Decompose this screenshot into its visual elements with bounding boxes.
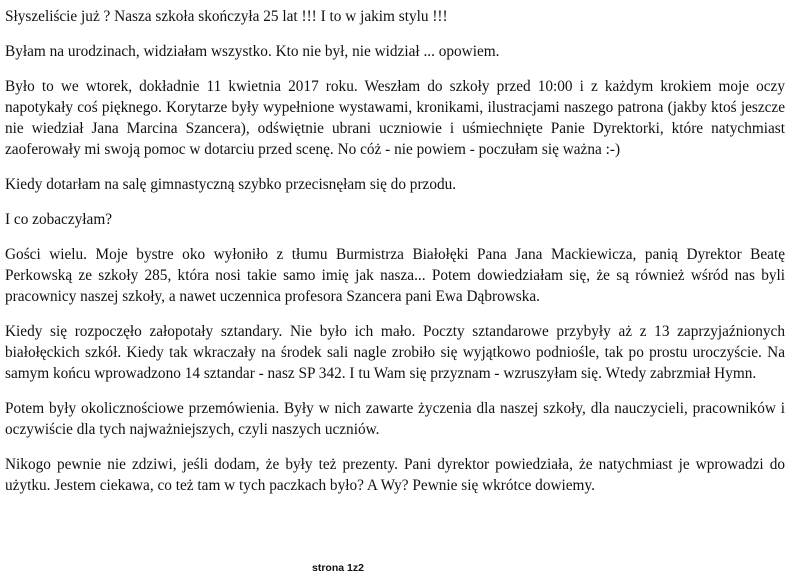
- paragraph-speeches: Potem były okolicznościowe przemówienia. Były w nich zawarte życzenia dla naszej szkoły, dla nauczycieli, pracowników i oczywiście dla tych najważniejszych, czyli naszych uczniów.: [5, 400, 785, 438]
- paragraph-gym: Kiedy dotarłam na salę gimnastyczną szybko przecisnęłam się do przodu.: [5, 176, 457, 193]
- paragraph-guests: Gości wielu. Moje bystre oko wyłoniło z tłumu Burmistrza Białołęki Pana Jana Mackiewicza, panią Dyrektor Beatę Perkowską ze szkoły 285, która nosi takie samo imię jak nasza... Potem dowiedziałam się, że są również wśród nas byli pracownicy naszej szkoły, a nawet uczennica profesora Szancera pani Ewa Dąbrowska.: [5, 246, 785, 305]
- page-number: strona 1z2: [312, 562, 364, 574]
- paragraph-banners: Kiedy się rozpoczęło załopotały sztandary. Nie było ich mało. Poczty sztandarowe przybyły aż z 13 zaprzyjaźnionych białołęckich szkół. Kiedy tak wkraczały na środek sali nagle zrobiło się wyjątkowo podniośle, tak po prostu uroczyście. Na samym końcu wprowadzono 14 sztandar - nasz SP 342. I tu Wam się przyznam - wzruszyłam się. Wtedy zabrzmiał Hymn.: [5, 323, 785, 382]
- paragraph-intro: Słyszeliście już ? Nasza szkoła skończyła 25 lat !!! I to w jakim stylu !!!: [5, 8, 448, 25]
- paragraph-gifts: Nikogo pewnie nie zdziwi, jeśli dodam, że były też prezenty. Pani dyrektor powiedziała, że natychmiast je wprowadzi do użytku. Jestem ciekawa, co też tam w tych paczkach było? A Wy? Pewnie się wkrótce dowiemy.: [5, 456, 785, 494]
- document-page: [5, 6, 785, 510]
- paragraph-tuesday: Było to we wtorek, dokładnie 11 kwietnia 2017 roku. Weszłam do szkoły przed 10:00 i z każdym krokiem moje oczy napotykały coś pięknego. Korytarze były wypełnione wystawami, kronikami, ilustracjami naszego patrona (jakby ktoś jeszcze nie wiedział Jana Marcina Szancera), odświętnie ubrani uczniowie i uśmiechnięte Panie Dyrektorki, które natychmiast zaoferowały mi swoją pomoc w dotarciu przed scenę. No cóż - nie powiem - poczułam się ważna :-): [5, 78, 785, 158]
- paragraph-question: I co zobaczyłam?: [5, 211, 113, 228]
- paragraph-birthday: Byłam na urodzinach, widziałam wszystko. Kto nie był, nie widział ... opowiem.: [5, 43, 500, 60]
